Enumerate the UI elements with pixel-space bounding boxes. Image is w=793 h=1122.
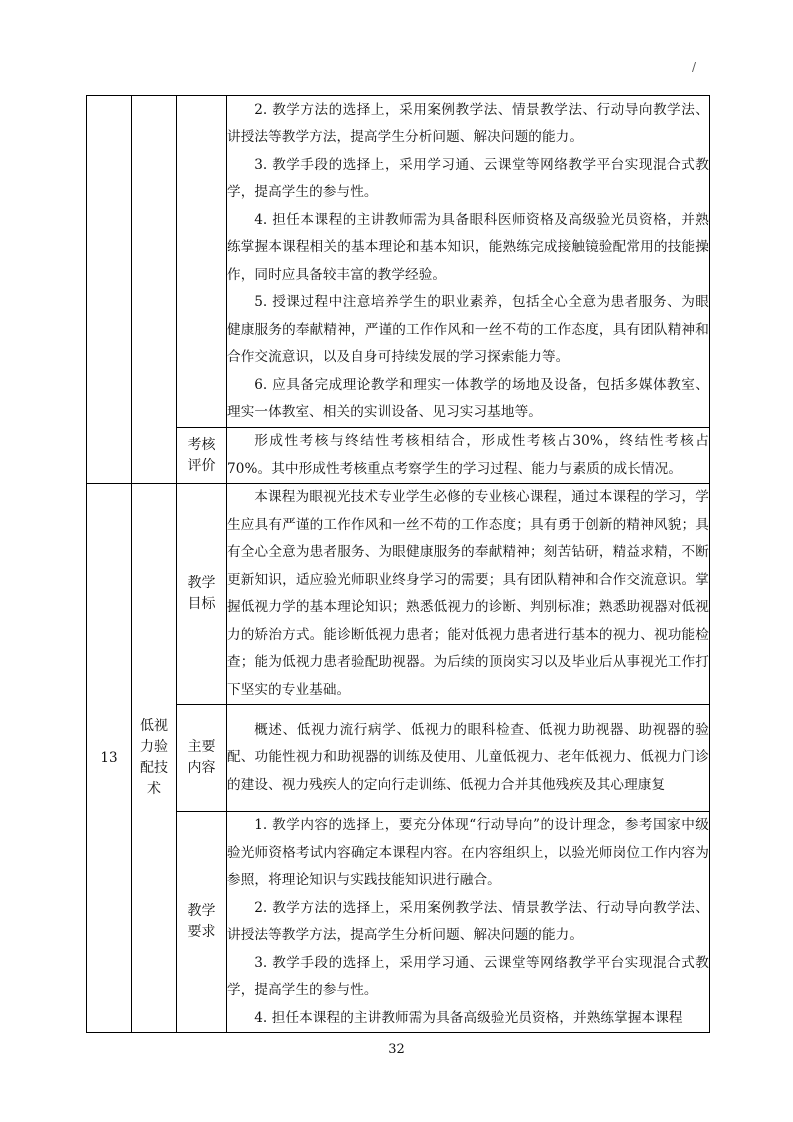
requirement-item: 4. 担任本课程的主讲教师需为具备眼科医师资格及高级验光员资格，并熟练掌握本课程相关的基本理论和基本知识，能熟练完成接触镜验配常用的技能操作，同时应具备较丰富的教学经验。 bbox=[227, 211, 709, 283]
requirement-item: 1. 教学内容的选择上，要充分体现“行动导向”的设计理念，参考国家中级验光师资格考试内容确定本课程内容。在内容组织上，以验光师岗位工作内容为参照，将理论知识与实践技能知识进行融合。 bbox=[227, 817, 709, 888]
main-content-text: 概述、低视力流行病学、低视力的眼科检查、低视力助视器、助视器的验配、功能性视力和助视器的训练及使用、儿童低视力、老年低视力、低视力门诊的建设、视力残疾人的定向行走训练、低视力合并其他残疾及其心理康复 bbox=[227, 705, 710, 812]
assessment-text: 形成性考核与终结性考核相结合，形成性考核占30%，终结性考核占70%。其中形成性考核重点考察学生的学习过程、能力与素质的成长情况。 bbox=[227, 428, 710, 484]
requirement-item: 6. 应具备完成理论教学和理实一体教学的场地及设备，包括多媒体教室、理实一体教室、相关的实训设备、见习实习基地等。 bbox=[227, 376, 709, 420]
curriculum-table bbox=[86, 95, 710, 1033]
table-row bbox=[87, 484, 710, 705]
table-row bbox=[87, 96, 710, 428]
main-content-label: 主要 内容 bbox=[177, 705, 227, 812]
assessment-label: 考核 评价 bbox=[177, 428, 227, 484]
requirement-item: 2. 教学方法的选择上，采用案例教学法、情景教学法、行动导向教学法、讲授法等教学方法，提高学生分析问题、解决问题的能力。 bbox=[227, 101, 709, 145]
label-cell-continued bbox=[177, 96, 227, 428]
requirement-item: 2. 教学方法的选择上，采用案例教学法、情景教学法、行动导向教学法、讲授法等教学方法，提高学生分析问题、解决问题的能力。 bbox=[227, 899, 709, 943]
table-row bbox=[87, 428, 710, 484]
table-row bbox=[87, 705, 710, 812]
requirement-item: 3. 教学手段的选择上，采用学习通、云课堂等网络教学平台实现混合式教学，提高学生的参与性。 bbox=[227, 954, 709, 998]
page-number: 32 bbox=[388, 1042, 405, 1057]
teaching-requirements-continued bbox=[227, 96, 710, 428]
requirement-item: 4. 担任本课程的主讲教师需为具备高级验光员资格，并熟练掌握本课程 bbox=[254, 1009, 683, 1026]
course-name: 低视 力验 配技 术 bbox=[132, 484, 177, 1033]
requirement-item: 3. 教学手段的选择上，采用学习通、云课堂等网络教学平台实现混合式教学，提高学生的参与性。 bbox=[227, 156, 709, 200]
objectives-text: 本课程为眼视光技术专业学生必修的专业核心课程，通过本课程的学习，学生应具有严谨的工作作风和一丝不苟的工作态度；具有勇于创新的精神风貌；具有全心全意为患者服务、为眼健康服务的奉献精神；刻苦钻研，精益求精，不断更新知识，适应验光师职业终身学习的需要；具有团队精神和合作交流意识。掌握低视力学的基本理论知识；熟悉低视力的诊断、判别标准；熟悉助视器对低视力的矫治方式。能诊断低视力患者；能对低视力患者进行基本的视力、视功能检查；能为低视力患者验配助视器。为后续的顶岗实习以及毕业后从事视光工作打下坚实的专业基础。 bbox=[227, 484, 710, 705]
requirement-item: 5. 授课过程中注意培养学生的职业素养，包括全心全意为患者服务、为眼健康服务的奉献精神，严谨的工作作风和一丝不苟的工作态度，具有团队精神和合作交流意识，以及自身可持续发展的学习探索能力等。 bbox=[227, 294, 709, 365]
course-name-cell-continued bbox=[132, 96, 177, 484]
course-number: 13 bbox=[87, 484, 132, 1033]
requirements-label: 教学 要求 bbox=[177, 812, 227, 1033]
objectives-label: 教学 目标 bbox=[177, 484, 227, 705]
requirements-text bbox=[227, 812, 710, 1033]
table-row bbox=[87, 812, 710, 1033]
corner-mark: / bbox=[692, 60, 697, 74]
number-cell-continued bbox=[87, 96, 132, 484]
